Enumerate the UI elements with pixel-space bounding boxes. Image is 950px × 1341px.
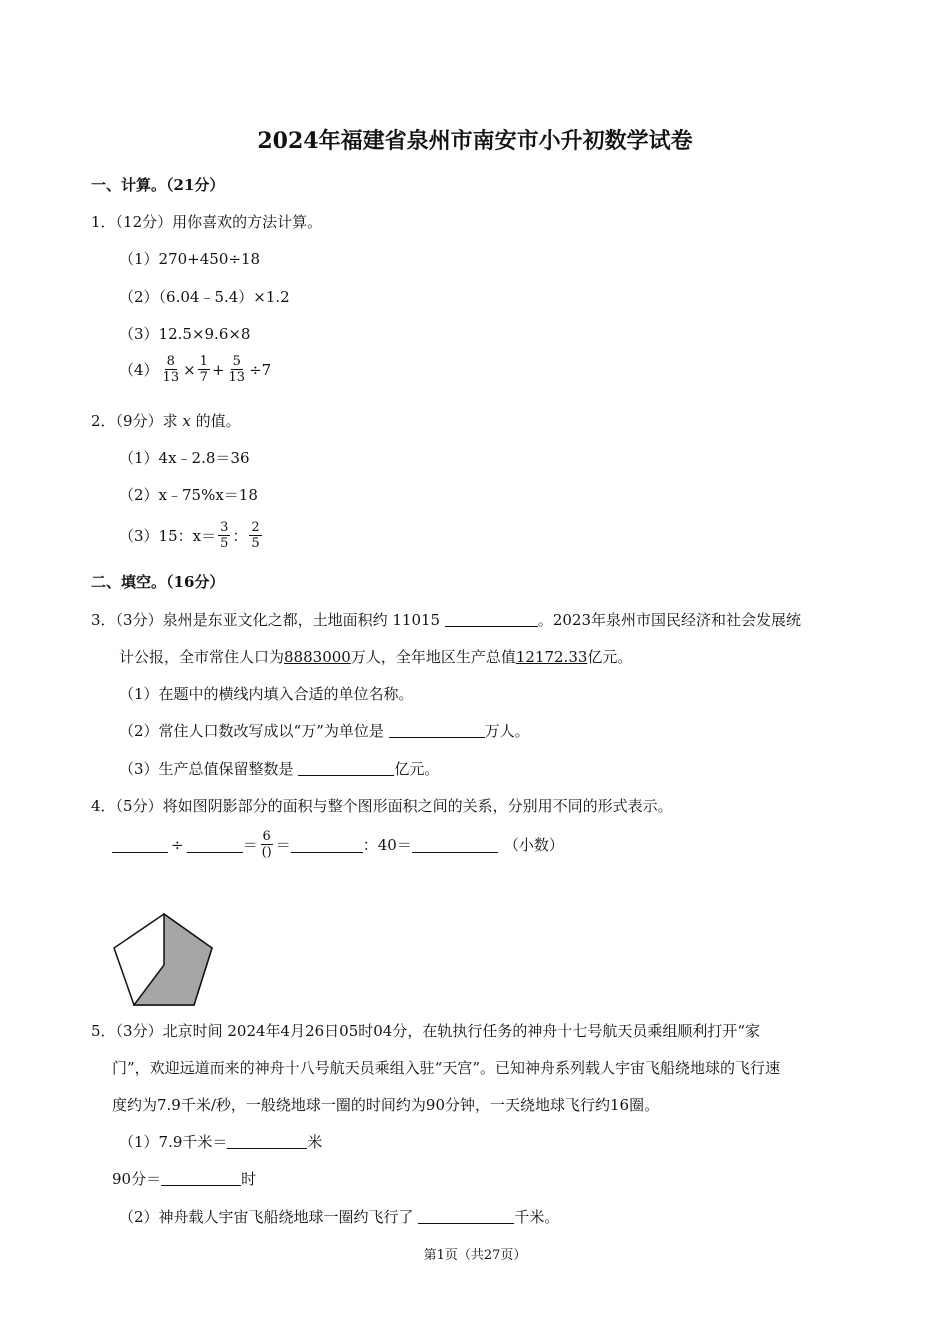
fraction: $\frac{8}{13}$: [162, 354, 180, 385]
answer-blank[interactable]: [291, 837, 363, 853]
question-2-item-2: （2）x﹣75%x＝18: [119, 486, 258, 504]
answer-blank[interactable]: [418, 1208, 514, 1224]
pentagon-figure: [108, 908, 216, 1008]
section-heading-fill-in: 二、填空。（16分）: [91, 573, 225, 591]
answer-blank[interactable]: [161, 1170, 241, 1186]
operator: ×: [183, 360, 196, 379]
question-1-stem: 1．（12分）用你喜欢的方法计算。: [91, 213, 323, 231]
answer-blank[interactable]: [412, 837, 498, 853]
answer-blank[interactable]: [445, 611, 538, 627]
answer-blank[interactable]: [389, 722, 485, 738]
question-3-sub-1: （1）在题中的横线内填入合适的单位名称。: [119, 685, 414, 703]
question-3-line-2: 计公报，全市常住人口为8883000万人，全年地区生产总值12172.33亿元。: [119, 648, 633, 666]
question-5-line-2: 门”，欢迎远道而来的神舟十八号航天员乘组入驻“天宫”。已知神舟系列载人宇宙飞船绕地球的飞行速: [112, 1059, 781, 1077]
answer-blank[interactable]: [112, 837, 168, 853]
question-5-line-1: 5．（3分）北京时间 2024年4月26日05时04分，在轨执行任务的神舟十七号航天员乘组顺利打开“家: [91, 1022, 761, 1040]
fraction: $\frac{3}{5}$: [220, 520, 229, 551]
question-2-item-3: （3）15：x＝ $\frac{3}{5}$ ： $\frac{2}{5}$: [119, 520, 260, 551]
question-1-item-2: （2）（6.04﹣5.4）×1.2: [119, 288, 290, 306]
question-5-line-3: 度约为7.9千米/秒，一般绕地球一圈的时间约为90分钟，一天绕地球飞行约16圈。: [112, 1096, 660, 1114]
question-1-item-1: （1）270+450÷18: [119, 250, 261, 268]
question-4-answer-line: ÷ ＝ $\frac{6}{()}$ ＝ ：40＝ （小数）: [112, 829, 564, 860]
answer-blank[interactable]: [187, 837, 243, 853]
fraction: $\frac{2}{5}$: [251, 520, 260, 551]
question-5-sub-1-continued: 90分＝ 时: [112, 1170, 257, 1188]
question-1-item-4: [119, 354, 271, 385]
question-1-item-3: （3）12.5×9.6×8: [119, 325, 251, 343]
page-footer: 第1页（共27页）: [423, 1248, 527, 1263]
question-2-item-1: （1）4x﹣2.8＝36: [119, 449, 250, 467]
question-3-sub-3: （3）生产总值保留整数是 亿元。: [119, 760, 440, 778]
fraction: $\frac{1}{7}$: [199, 354, 208, 385]
question-4-stem: 4．（5分）将如图阴影部分的面积与整个图形面积之间的关系，分别用不同的形式表示。: [91, 797, 673, 815]
question-5-sub-2: （2）神舟载人宇宙飞船绕地球一圈约飞行了 千米。: [119, 1208, 560, 1226]
question-2-stem: 2．（9分）求 x 的值。: [91, 412, 241, 430]
fraction: $\frac{6}{()}$: [261, 829, 272, 860]
page-title: 2024年福建省泉州市南安市小升初数学试卷: [257, 128, 693, 154]
section-heading-calculation: 一、计算。（21分）: [91, 176, 225, 194]
item-prefix: （4）: [119, 361, 159, 379]
question-5-sub-1: （1）7.9千米＝ 米: [119, 1133, 323, 1151]
question-3-line-1: 3．（3分）泉州是东亚文化之都，土地面积约 11015 。2023年泉州市国民经济和社会发展统: [91, 611, 802, 629]
answer-blank[interactable]: [227, 1133, 307, 1149]
operator: +: [211, 360, 225, 379]
fraction: $\frac{5}{13}$: [228, 354, 246, 385]
answer-blank[interactable]: [298, 760, 394, 776]
operator: ÷7: [249, 360, 272, 379]
question-3-sub-2: （2）常住人口数改写成以“万”为单位是 万人。: [119, 722, 530, 740]
